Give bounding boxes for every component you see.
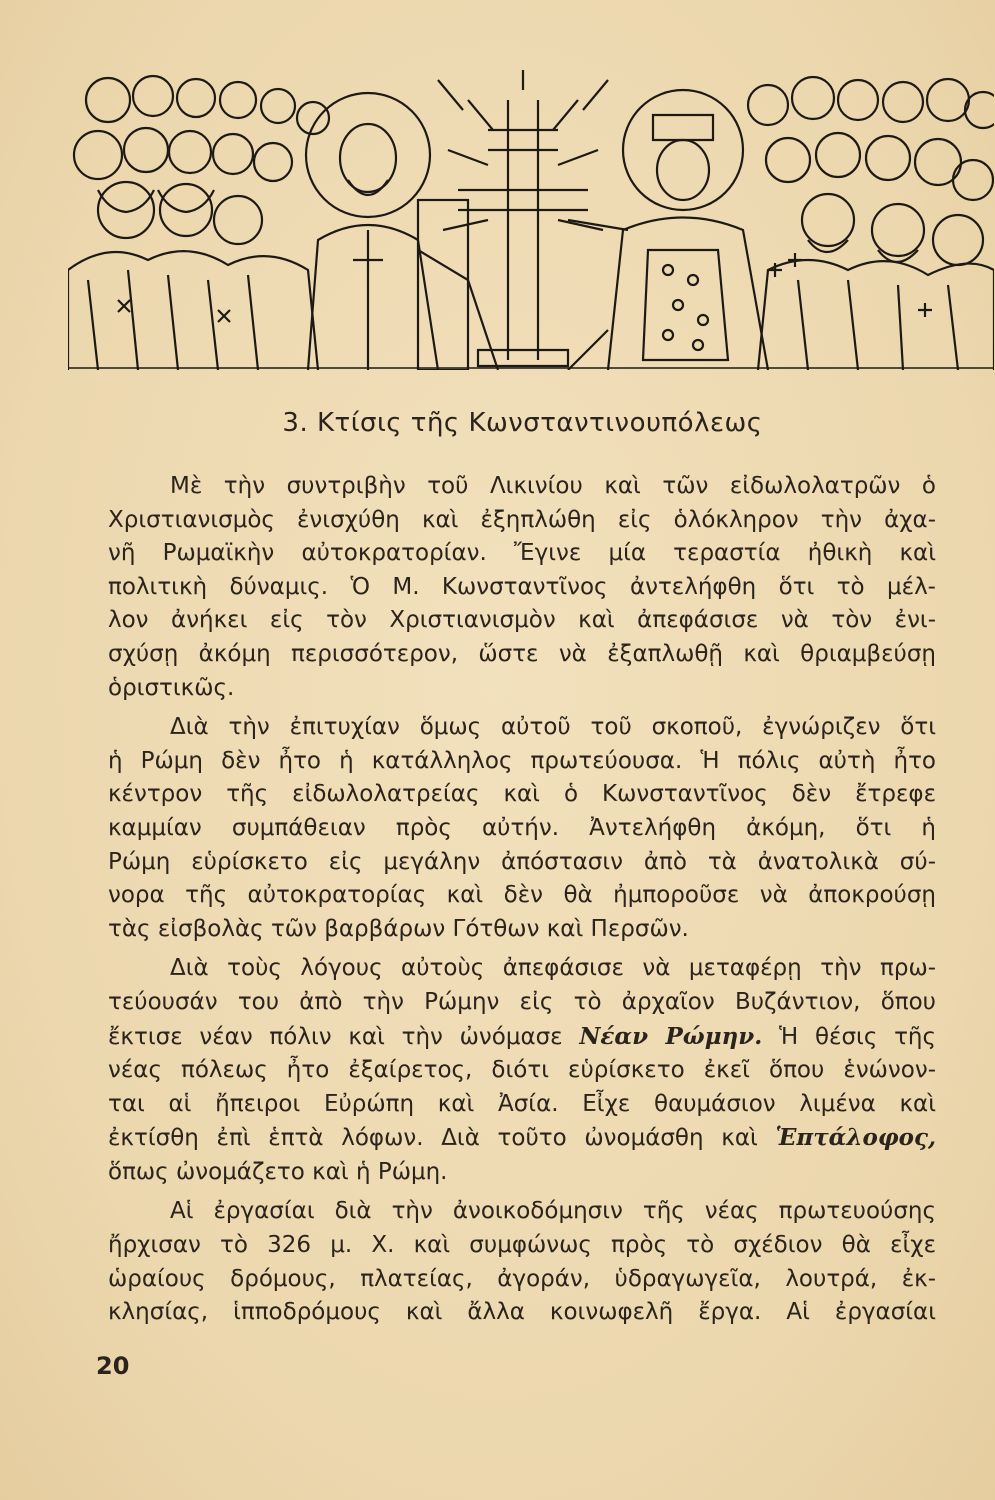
left-saint-figure — [306, 93, 498, 370]
byzantine-saints-cross-illustration — [68, 70, 994, 370]
text-line: Αἱ ἐργασίαι διὰ τὴν ἀνοικοδόμησιν τῆς νέας πρωτευούσης — [170, 1198, 936, 1225]
text-line: νορα τῆς αὐτοκρατορίας καὶ δὲν θὰ ἠμποροῦσε νὰ ἀποκρούσῃ — [108, 882, 936, 909]
paragraph — [108, 711, 936, 946]
text-line — [108, 1020, 936, 1055]
emphasis-eptalofos: Ἑπτάλοφος, — [775, 1124, 936, 1152]
text-line: ἤρχισαν τὸ 326 μ. Χ. καὶ συμφώνως πρὸς τὸ σχέδιον θὰ εἶχε — [108, 1232, 936, 1259]
text-line: Ρώμη εὑρίσκετο εἰς μεγάλην ἀπόστασιν ἀπὸ τὰ ἀνατολικὰ σύ- — [108, 848, 936, 875]
left-crowd-figures — [68, 76, 329, 370]
body-text — [108, 470, 936, 1330]
paragraph — [108, 952, 936, 1189]
text-line: Διὰ τοὺς λόγους αὐτοὺς ἀπεφάσισε νὰ μεταφέρῃ τὴν πρω- — [170, 955, 936, 982]
text-line: τεύουσάν του ἀπὸ τὴν Ρώμην εἰς τὸ ἀρχαῖον Βυζάντιον, ὅπου — [108, 988, 936, 1015]
text-line — [108, 1121, 936, 1156]
text-line: Μὲ τὴν συντριβὴν τοῦ Λικινίου καὶ τῶν εἰδωλολατρῶν ὁ — [170, 473, 936, 499]
emphasis-nea-romi: Νέαν Ρώμην. — [579, 1022, 763, 1050]
text-line: κλησίας, ἱπποδρόμους καὶ ἄλλα κοινωφελῆ ἔργα. Αἱ ἐργασίαι — [108, 1299, 936, 1326]
text-line: νέας πόλεως ἦτο ἐξαίρετος, διότι εὑρίσκετο ἐκεῖ ὅπου ἑνώνον- — [108, 1057, 936, 1084]
text-line: τὰς εἰσβολὰς τῶν βαρβάρων Γότθων καὶ Περσῶν. — [108, 915, 689, 942]
text-line: σχύσῃ ἀκόμη περισσότερον, ὥστε νὰ ἐξαπλωθῇ καὶ θριαμβεύσῃ — [108, 640, 936, 667]
text-segment: ἐκτίσθη ἐπὶ ἑπτὰ λόφων. Διὰ τοῦτο ὠνομάσθη καὶ — [108, 1125, 776, 1152]
chapter-title: 3. Κτίσις τῆς Κωνσταντινουπόλεως — [282, 408, 763, 438]
right-crowd-figures — [748, 77, 994, 370]
text-line: ἡ Ρώμη δὲν ἦτο ἡ κατάλληλος πρωτεύουσα. Ἡ πόλις αὐτὴ ἦτο — [108, 747, 936, 774]
text-line: λον ἀνήκει εἰς τὸν Χριστιανισμὸν καὶ ἀπεφάσισε νὰ τὸν ἐνι- — [108, 607, 936, 634]
paragraph — [108, 1195, 936, 1329]
text-line: Χριστιανισμὸς ἐνισχύθη καὶ ἐξηπλώθη εἰς ὁλόκληρον τὴν ἀχα- — [108, 506, 936, 533]
text-line: κέντρον τῆς εἰδωλολατρείας καὶ ὁ Κωνσταντῖνος δὲν ἔτρεφε — [108, 781, 936, 808]
paragraph — [108, 470, 936, 705]
cross-icon — [438, 70, 608, 366]
text-segment: Ἡ θέσις τῆς — [762, 1023, 937, 1050]
text-line: ὡραίους δρόμους, πλατείας, ἀγοράν, ὑδραγωγεῖα, λουτρά, ἐκ- — [108, 1265, 936, 1292]
text-line: ὅπως ὠνομάζετο καὶ ἡ Ρώμη. — [108, 1158, 448, 1185]
text-line: ὁριστικῶς. — [108, 674, 235, 701]
text-line: πολιτικὴ δύναμις. Ὁ Μ. Κωνσταντῖνος ἀντελήφθη ὅτι τὸ μέλ- — [108, 573, 936, 600]
text-segment: ἔκτισε νέαν πόλιν καὶ τὴν ὠνόμασε — [108, 1023, 580, 1050]
text-line: Διὰ τὴν ἐπιτυχίαν ὅμως αὐτοῦ τοῦ σκοποῦ, ἐγνώριζεν ὅτι — [170, 714, 936, 741]
text-line: ται αἱ ἤπειροι Εὐρώπη καὶ Ἀσία. Εἶχε θαυμάσιον λιμένα καὶ — [108, 1090, 936, 1117]
text-line: καμμίαν συμπάθειαν πρὸς αὐτήν. Ἀντελήφθη ἀκόμη, ὅτι ἡ — [108, 814, 936, 841]
text-line: νῆ Ρωμαϊκὴν αὐτοκρατορίαν. Ἔγινε μία τεραστία ἠθικὴ καὶ — [108, 540, 936, 567]
page-number: 20 — [96, 1352, 130, 1380]
